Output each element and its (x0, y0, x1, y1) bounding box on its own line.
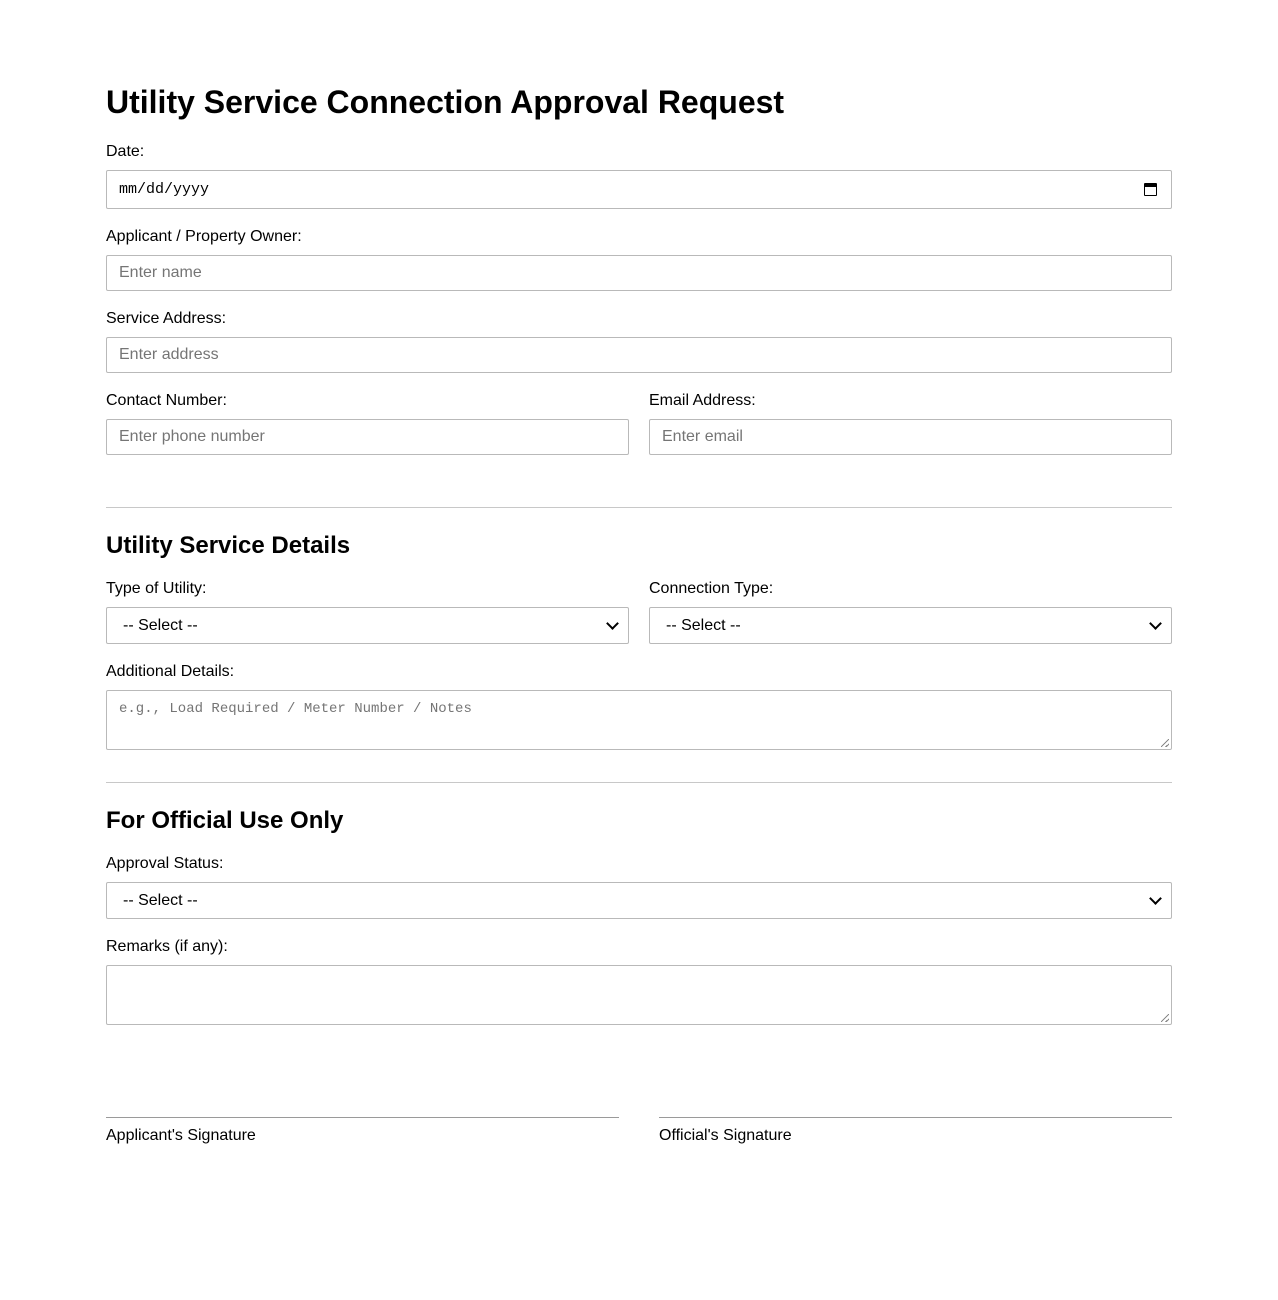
signature-row (106, 1117, 1172, 1146)
additional-details-label: Additional Details: (106, 663, 235, 680)
resize-handle-icon[interactable] (1161, 1014, 1169, 1022)
approval-status-label: Approval Status: (106, 855, 224, 872)
service-address-placeholder: Enter address (119, 346, 219, 363)
service-address-label: Service Address: (106, 310, 227, 327)
contact-number-placeholder: Enter phone number (119, 428, 265, 445)
date-input-placeholder: mm/dd/yyyy (119, 181, 210, 198)
date-input[interactable] (106, 170, 1172, 209)
connection-type-selected: -- Select -- (666, 616, 741, 634)
connection-type-label: Connection Type: (649, 580, 774, 597)
applicant-signature-label: Applicant's Signature (106, 1127, 256, 1144)
page-title: Utility Service Connection Approval Request (106, 84, 785, 120)
section-divider (106, 507, 1172, 508)
connection-type-select[interactable] (649, 607, 1172, 644)
approval-status-selected: -- Select -- (123, 891, 198, 909)
contact-number-label: Contact Number: (106, 392, 227, 409)
chevron-down-icon (606, 617, 619, 630)
official-use-heading: For Official Use Only (106, 807, 344, 834)
resize-handle-icon[interactable] (1161, 739, 1169, 747)
approval-status-select[interactable] (106, 882, 1172, 919)
date-label: Date: (106, 143, 145, 160)
applicant-label: Applicant / Property Owner: (106, 228, 302, 245)
utility-type-selected: -- Select -- (123, 616, 198, 634)
applicant-name-placeholder: Enter name (119, 264, 202, 281)
additional-details-placeholder: e.g., Load Required / Meter Number / Notes (119, 701, 472, 717)
applicant-name-input[interactable] (106, 255, 1172, 291)
calendar-icon[interactable] (1144, 183, 1157, 196)
contact-number-input[interactable] (106, 419, 629, 455)
remarks-textarea[interactable] (106, 965, 1172, 1025)
section-divider (106, 782, 1172, 783)
service-address-input[interactable] (106, 337, 1172, 373)
utility-service-heading: Utility Service Details (106, 532, 351, 559)
remarks-label: Remarks (if any): (106, 938, 228, 955)
utility-type-select[interactable] (106, 607, 629, 644)
official-signature-label: Official's Signature (659, 1127, 792, 1144)
email-address-placeholder: Enter email (662, 428, 743, 445)
applicant-signature-line (106, 1117, 619, 1146)
official-signature-line (659, 1117, 1172, 1146)
form-page (106, 0, 1172, 1146)
chevron-down-icon (1149, 617, 1162, 630)
email-address-label: Email Address: (649, 392, 756, 409)
additional-details-textarea[interactable] (106, 690, 1172, 750)
chevron-down-icon (1149, 892, 1162, 905)
email-address-input[interactable] (649, 419, 1172, 455)
utility-type-label: Type of Utility: (106, 580, 207, 597)
